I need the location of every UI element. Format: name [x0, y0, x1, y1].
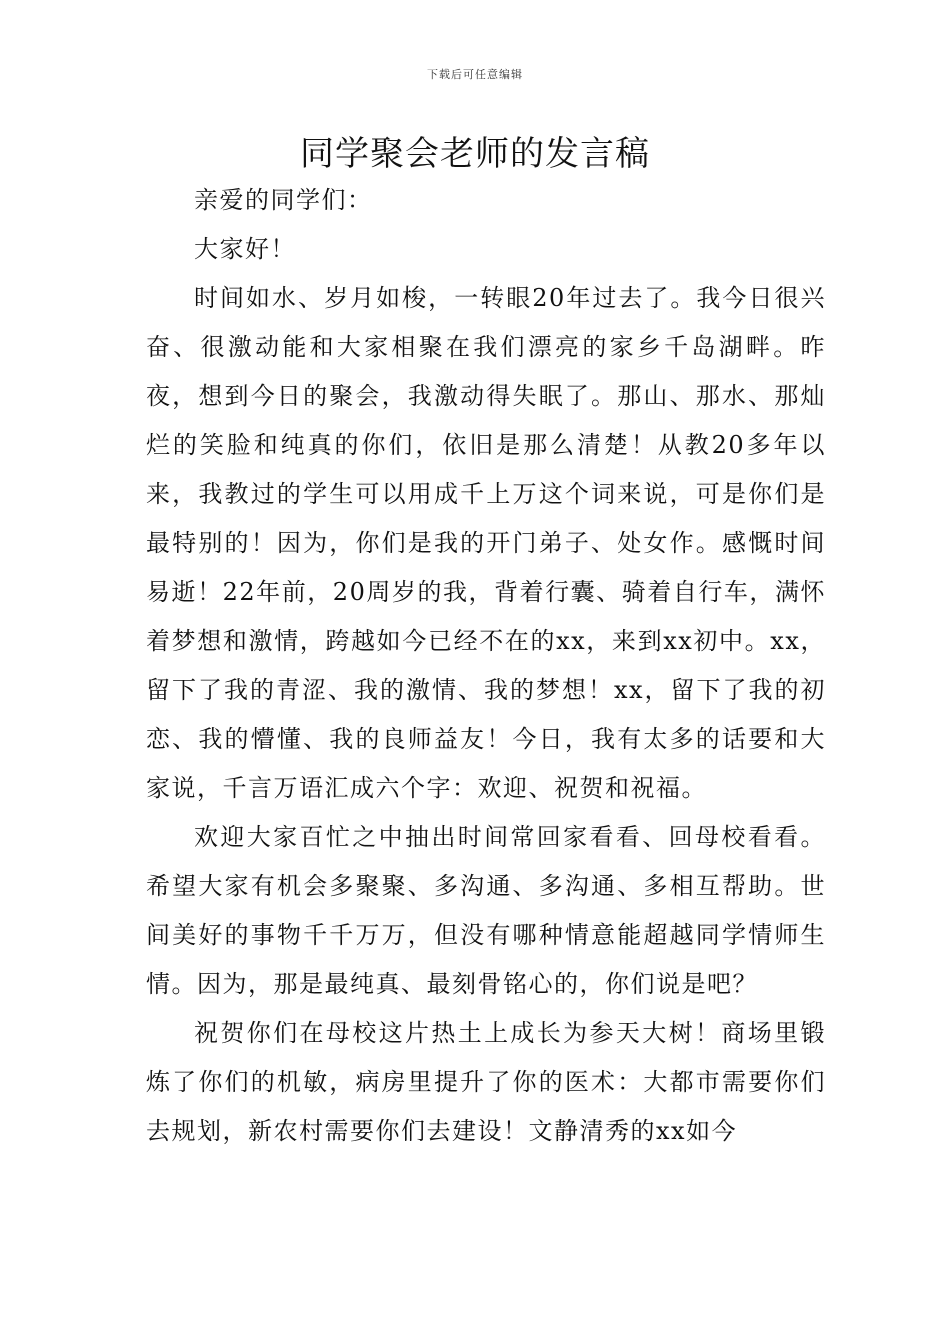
body-paragraph: 欢迎大家百忙之中抽出时间常回家看看、回母校看看。希望大家有机会多聚聚、多沟通、多沟通、多相互帮助。世间美好的事物千千万万，但没有哪种情意能超越同学情师生情。因为，那是最纯真、最刻骨铭心的，你们说是吧？ [146, 823, 826, 998]
header-note: 下载后可任意编辑 [427, 68, 523, 81]
greeting: 大家好！ [194, 235, 296, 263]
document-body [146, 176, 826, 1156]
salutation: 亲爱的同学们： [194, 186, 373, 214]
body-paragraph: 时间如水、岁月如梭，一转眼20年过去了。我今日很兴奋、很激动能和大家相聚在我们漂亮的家乡千岛湖畔。昨夜，想到今日的聚会，我激动得失眠了。那山、那水、那灿烂的笑脸和纯真的你们，依旧是那么清楚！从教20多年以来，我教过的学生可以用成千上万这个词来说，可是你们是最特别的！因为，你们是我的开门弟子、处女作。感慨时间易逝！22年前，20周岁的我，背着行囊、骑着自行车，满怀着梦想和激情，跨越如今已经不在的xx，来到xx初中。xx，留下了我的青涩、我的激情、我的梦想！xx，留下了我的初恋、我的懵懂、我的良师益友！今日，我有太多的话要和大家说，千言万语汇成六个字：欢迎、祝贺和祝福。 [146, 284, 826, 802]
document-title: 同学聚会老师的发言稿 [300, 134, 650, 174]
body-paragraph: 祝贺你们在母校这片热土上成长为参天大树！商场里锻炼了你们的机敏，病房里提升了你的医术：大都市需要你们去规划，新农村需要你们去建设！文静清秀的xx如今 [146, 1019, 826, 1145]
